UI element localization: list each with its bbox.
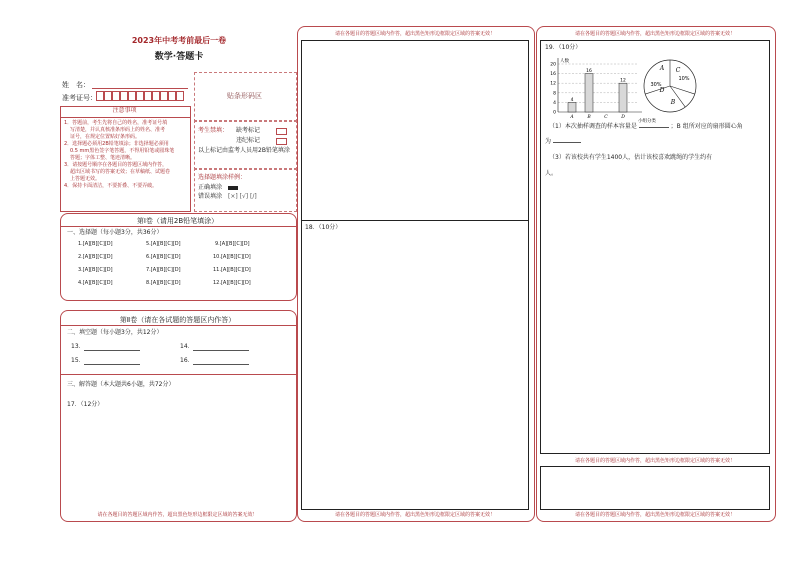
candidate-note: 以上标记由监考人员用2B铅笔填涂 (198, 147, 290, 154)
cheat-label: 违纪标记 (236, 137, 261, 144)
notice-line: 1．答题前，考生先将自己的姓名，准考证号填 (64, 120, 168, 126)
notice-line: 0.5 mm黑色签字笔答题，不得用铅笔或圆珠笔 (70, 148, 175, 154)
id-label: 准考证号： (62, 94, 97, 102)
name-field[interactable] (92, 88, 188, 89)
x-tick-label: A (570, 115, 574, 120)
y-tick-label: 12 (550, 81, 556, 87)
pie-label: 10% (678, 76, 690, 82)
fill-example-title: 选择题填涂样例： (198, 174, 247, 181)
mcq-question-4[interactable]: 4.[A][B][C][D] (78, 280, 113, 286)
blank-13-field[interactable] (84, 350, 140, 351)
q19-part1-text-c: 为 (545, 138, 552, 145)
q18-answer-area[interactable] (302, 234, 528, 508)
notice-title: 注意事项 (112, 107, 137, 114)
notice-line: 超出区域书写的答案无效；在草稿纸、试题卷 (70, 169, 171, 175)
wrong-fill-marks: [×] [√] [/] (228, 193, 257, 200)
q19-part3-text-b: 人。 (545, 170, 558, 177)
exam-subtitle: 数学·答题卡 (154, 52, 204, 62)
y-tick-label: 0 (553, 110, 556, 116)
fill-section-title: 二、填空题（每小题3分，共12分） (67, 329, 163, 336)
q17-continuation-area[interactable] (302, 41, 528, 219)
q19-angle-blank[interactable] (553, 142, 581, 143)
pie-label: C (675, 67, 681, 74)
id-field[interactable] (96, 91, 192, 101)
mcq-question-6[interactable]: 6.[A][B][C][D] (146, 254, 181, 260)
absent-label: 缺考标记 (236, 127, 261, 134)
x-tick-label: C (604, 115, 608, 120)
notice-line: 3．请按题号顺序在各题目的答题区域内作答， (64, 162, 168, 168)
pie-chart (640, 56, 700, 116)
data-label: 12 (620, 78, 626, 84)
wrong-fill-label: 错误填涂 (198, 193, 223, 200)
bar-d (619, 83, 627, 112)
middle-bottom-warning: 请在各题目的答题区域内作答，超出黑色矩形边框限定区域的答案无效！ (334, 512, 495, 518)
absent-checkbox[interactable] (276, 128, 287, 135)
q19-sample-size-blank[interactable] (639, 127, 669, 128)
cheat-checkbox[interactable] (276, 138, 287, 145)
data-label: 4 (570, 97, 574, 103)
notice-line: 上答题无效。 (70, 176, 101, 182)
question-divider (301, 220, 529, 221)
pie-label: 30% (650, 82, 662, 88)
mcq-section-title: 一、选择题（每小题3分，共36分） (67, 229, 163, 236)
blank-14-label: 14． (180, 343, 194, 350)
correct-fill-mark (228, 186, 238, 190)
q18-label: 18．（10分） (305, 224, 342, 231)
mcq-question-5[interactable]: 5.[A][B][C][D] (146, 241, 181, 247)
mcq-question-12[interactable]: 12.[A][B][C][D] (213, 280, 251, 286)
part2-title: 第Ⅱ卷（请在各试题的答题区内作答） (119, 316, 236, 324)
mcq-question-1[interactable]: 1.[A][B][C][D] (78, 241, 113, 247)
notice-list (64, 120, 188, 190)
solve-section-title: 三、解答题（本大题共6小题，共72分） (67, 381, 175, 388)
q19-answer-area[interactable] (541, 182, 769, 452)
pie-label: A (659, 65, 665, 72)
mcq-question-11[interactable]: 11.[A][B][C][D] (213, 267, 251, 273)
blank-16-label: 16． (180, 357, 194, 364)
barcode-label: 贴条形码区 (227, 92, 262, 100)
x-tick-label: B (587, 115, 591, 120)
blank-14-field[interactable] (193, 350, 249, 351)
blank-15-field[interactable] (84, 364, 140, 365)
q19-label: 19．（10分） (545, 44, 582, 51)
q19-part1-text: （1）本次抽样调查的样本容量是 (549, 123, 637, 130)
q19-part3-cont (545, 170, 557, 178)
notice-line: 答题；字体工整、笔迹清晰。 (70, 155, 136, 161)
mcq-question-8[interactable]: 8.[A][B][C][D] (146, 280, 181, 286)
notice-line: 4．保持卡面清洁，不要折叠、不要弄破。 (64, 183, 158, 189)
q19-part3 (549, 154, 765, 162)
blank-16-field[interactable] (193, 364, 249, 365)
mcq-question-10[interactable]: 10.[A][B][C][D] (213, 254, 251, 260)
y-tick-label: 16 (550, 72, 556, 78)
y-tick-label: 4 (553, 100, 556, 106)
q19-part1-cont (545, 138, 581, 146)
q19-part1-text-b: ；B 组所对应的扇形圆心角 (670, 123, 743, 130)
candidate-label: 考生禁填： (198, 127, 229, 134)
q20-answer-frame[interactable] (540, 466, 770, 510)
bar-a (568, 102, 576, 112)
name-label: 姓 名： (62, 81, 90, 89)
notice-line: 写清楚，并认真核准条形码上的姓名、准考 (70, 127, 166, 133)
correct-fill-label: 正确填涂 (198, 184, 223, 191)
notice-line: 证号，在规定位置贴好条形码。 (70, 134, 141, 140)
mcq-question-9[interactable]: 9.[A][B][C][D] (215, 241, 250, 247)
middle-top-warning: 请在各题目的答题区域内作答，超出黑色矩形边框限定区域的答案无效！ (334, 31, 495, 37)
left-warning: 请在各题目的答题区域内作答，超出黑色矩形边框限定区域的答案无效！ (97, 512, 258, 518)
q19-part3-text: （3）若该校共有学生1400人，估计该校喜欢跳绳的学生约有 (549, 154, 713, 161)
part1-title: 第Ⅰ卷（请用2B铅笔填涂） (136, 217, 219, 225)
q17-answer-area[interactable] (64, 410, 292, 516)
right-top-warning: 请在各题目的答题区域内作答，超出黑色矩形边框限定区域的答案无效！ (574, 31, 735, 37)
mcq-question-2[interactable]: 2.[A][B][C][D] (78, 254, 113, 260)
notice-line: 2．选择题必须用2B铅笔填涂；非选择题必须用 (64, 141, 169, 147)
pie-label: D (659, 87, 665, 94)
pie-label: B (670, 99, 676, 106)
mcq-question-3[interactable]: 3.[A][B][C][D] (78, 267, 113, 273)
data-label: 16 (586, 69, 592, 75)
x-tick-label: D (621, 115, 625, 120)
right-bottom-warning: 请在各题目的答题区域内作答，超出黑色矩形边框限定区域的答案无效！ (574, 512, 735, 518)
right-mid-warning: 请在各题目的答题区域内作答，超出黑色矩形边框限定区域的答案无效！ (574, 458, 735, 464)
blank-13-label: 13． (71, 343, 85, 350)
y-tick-label: 20 (550, 62, 556, 68)
blank-15-label: 15． (71, 357, 85, 364)
y-tick-label: 8 (553, 91, 556, 97)
q17-label: 17．（12分） (67, 401, 104, 408)
mcq-question-7[interactable]: 7.[A][B][C][D] (146, 267, 181, 273)
bar-b (585, 74, 593, 112)
y-axis-label: 人数 (560, 59, 569, 64)
q19-part1 (549, 123, 765, 131)
x-axis-label: 小组分类 (638, 119, 656, 124)
exam-title: 2023年中考考前最后一卷 (131, 36, 227, 45)
